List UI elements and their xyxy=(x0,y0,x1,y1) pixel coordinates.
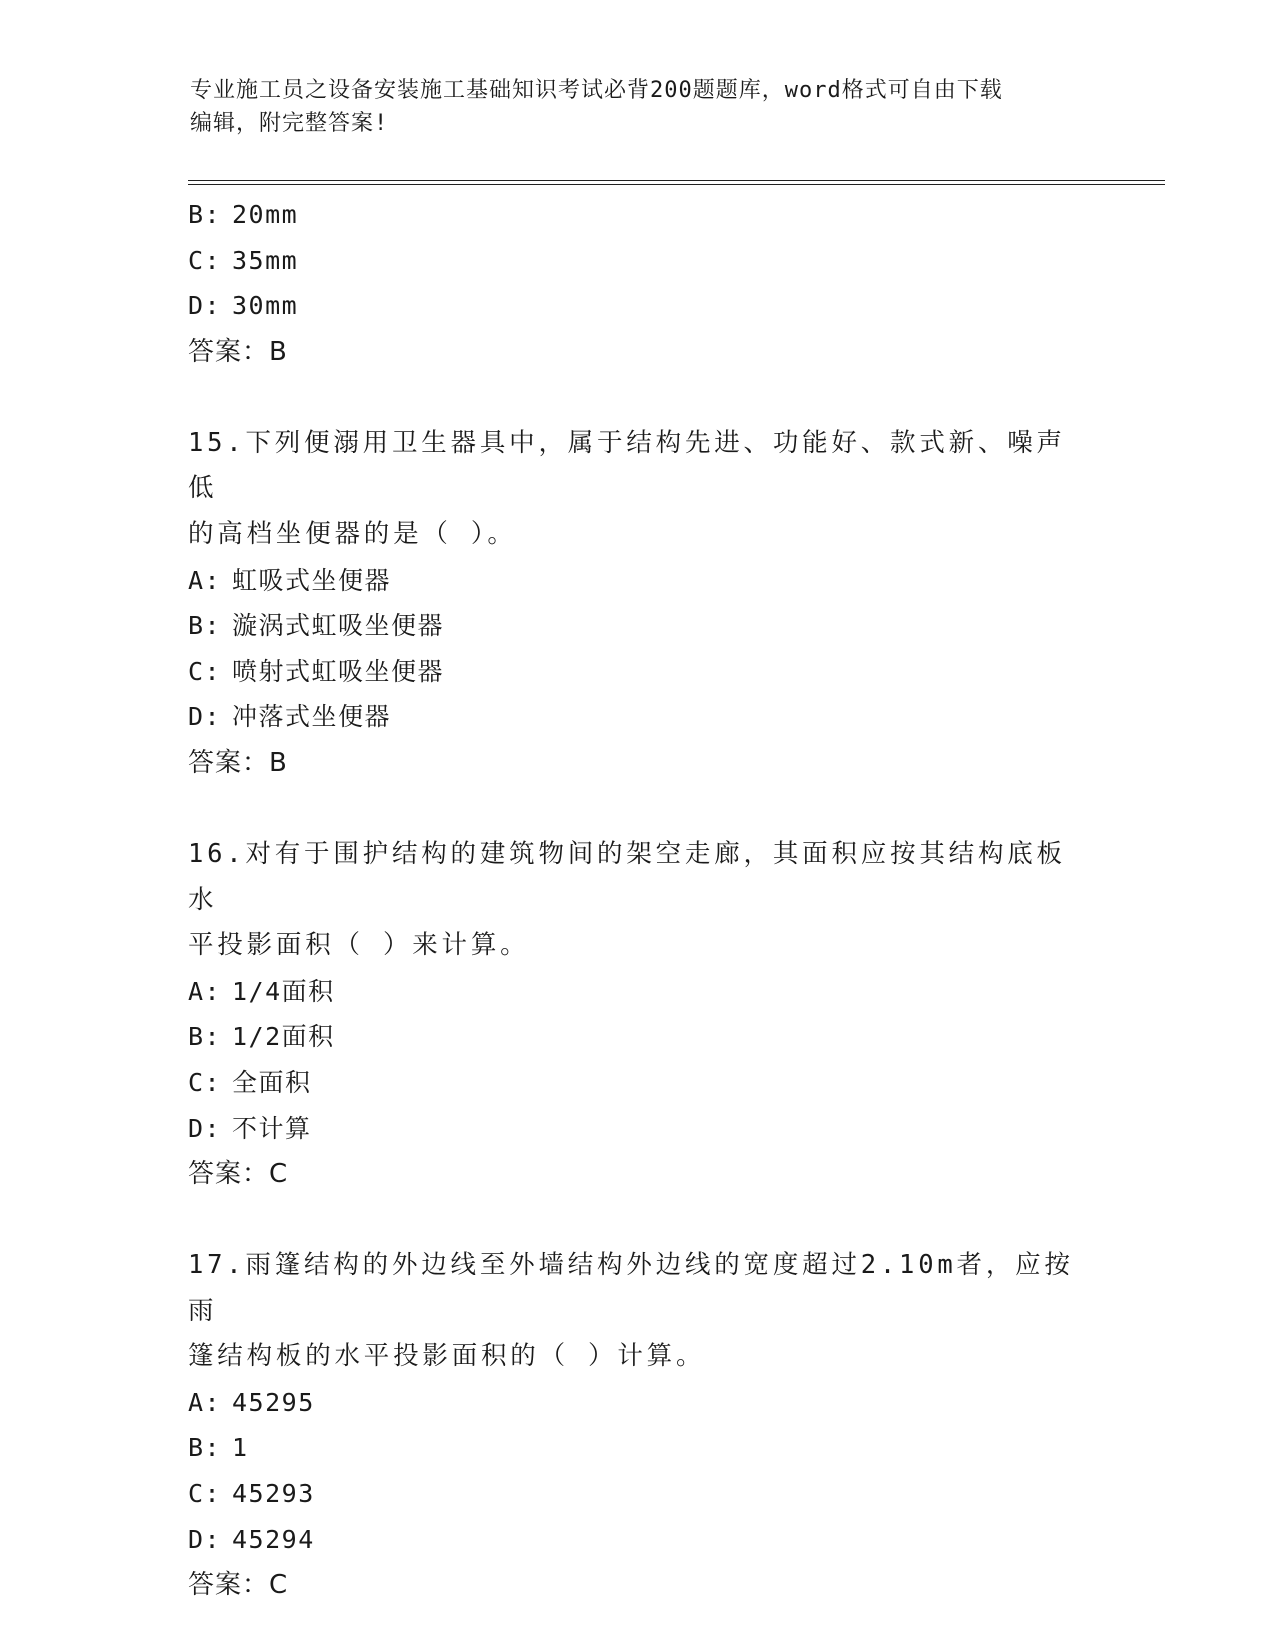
header-title-line1: 专业施工员之设备安装施工基础知识考试必背200题题库，word格式可自由下载 xyxy=(190,78,1003,103)
header-rule-bottom xyxy=(188,184,1165,185)
question-16-line1: 16.对有于围护结构的建筑物间的架空走廊，其面积应按其结构底板水 xyxy=(188,838,1066,915)
option-a: A: 1/4面积 xyxy=(188,976,335,1006)
question-14-options xyxy=(188,192,1088,329)
option-c: C: 全面积 xyxy=(188,1067,312,1097)
question-16-answer: 答案：C xyxy=(188,1159,289,1190)
question-15-options xyxy=(188,558,1088,740)
option-b: B: 1/2面积 xyxy=(188,1022,335,1052)
option-d: D: 30mm xyxy=(188,291,299,321)
option-b: B: 漩涡式虹吸坐便器 xyxy=(188,611,445,641)
question-16-line2: 平投影面积（ ）来计算。 xyxy=(188,930,530,961)
question-15-line2: 的高档坐便器的是（ ）。 xyxy=(188,518,517,549)
document-content xyxy=(188,192,1088,1608)
spacer xyxy=(188,375,1088,421)
option-b: B: 20mm xyxy=(188,200,299,229)
question-17-stem xyxy=(188,1243,1088,1380)
document-header xyxy=(190,74,1090,140)
question-16-options xyxy=(188,969,1088,1151)
question-14-answer: 答案：B xyxy=(188,336,288,367)
spacer xyxy=(188,1197,1088,1243)
option-a: A: 45295 xyxy=(188,1387,315,1417)
header-rule-top xyxy=(188,180,1165,181)
question-15-stem xyxy=(188,421,1088,558)
question-17-line2: 篷结构板的水平投影面积的（ ）计算。 xyxy=(188,1341,706,1372)
spacer xyxy=(188,786,1088,832)
question-17-options xyxy=(188,1380,1088,1562)
option-d: D: 45294 xyxy=(188,1524,315,1554)
question-15-answer: 答案：B xyxy=(188,747,288,778)
option-b: B: 1 xyxy=(188,1433,249,1463)
header-title-line2: 编辑，附完整答案! xyxy=(190,111,389,136)
question-16-stem xyxy=(188,832,1088,969)
question-17-line1: 17.雨篷结构的外边线至外墙结构外边线的宽度超过2.10m者，应按雨 xyxy=(188,1250,1074,1326)
option-d: D: 冲落式坐便器 xyxy=(188,702,392,732)
option-a: A: 虹吸式坐便器 xyxy=(188,565,392,595)
question-17-answer: 答案：C xyxy=(188,1570,289,1601)
option-d: D: 不计算 xyxy=(188,1113,312,1143)
question-15-line1: 15.下列便溺用卫生器具中，属于结构先进、功能好、款式新、噪声低 xyxy=(188,427,1066,504)
option-c: C: 35mm xyxy=(188,245,299,275)
option-c: C: 45293 xyxy=(188,1479,315,1509)
option-c: C: 喷射式虹吸坐便器 xyxy=(188,656,445,686)
